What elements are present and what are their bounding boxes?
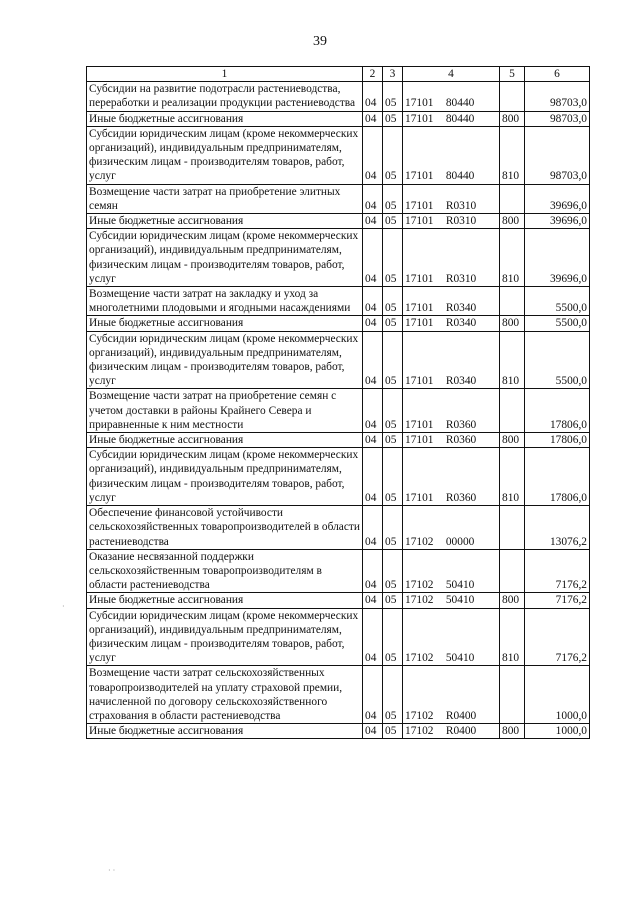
row-section: 04 — [363, 608, 383, 666]
target-article-part-a: 17101 — [405, 272, 434, 285]
row-target-article — [403, 666, 500, 724]
row-subsection: 05 — [383, 506, 403, 550]
target-article-part-b: 80440 — [445, 170, 475, 183]
table-row — [87, 316, 590, 331]
row-name: Субсидии юридическим лицам (кроме некоммерческих организаций), индивидуальным предпринимателям, физическим лицам - производителям товаров, работ, услуг — [87, 331, 363, 389]
row-name: Субсидии на развитие подотрасли растениеводства, переработки и реализации продукции растениеводства — [87, 82, 363, 111]
row-subsection: 05 — [383, 287, 403, 316]
row-subsection: 05 — [383, 82, 403, 111]
row-subsection: 05 — [383, 666, 403, 724]
table-row — [87, 549, 590, 593]
row-name: Возмещение части затрат сельскохозяйственных товаропроизводителей на уплату страховой премии, начисленной по договору сельскохозяйственного страхования в области растениеводства — [87, 666, 363, 724]
table-header-row — [87, 67, 590, 82]
table-row — [87, 608, 590, 666]
row-expense-type: 810 — [500, 331, 525, 389]
row-section: 04 — [363, 229, 383, 287]
row-expense-type: 800 — [500, 593, 525, 608]
scan-speck: · — [62, 602, 65, 611]
row-subsection: 05 — [383, 433, 403, 448]
row-target-article — [403, 126, 500, 184]
target-article-part-a: 17101 — [405, 170, 434, 183]
row-subsection: 05 — [383, 448, 403, 506]
row-target-article — [403, 214, 500, 229]
row-subsection: 05 — [383, 126, 403, 184]
column-header: 1 — [87, 67, 363, 82]
target-article-part-b: 50410 — [445, 652, 475, 665]
row-name: Субсидии юридическим лицам (кроме некоммерческих организаций), индивидуальным предпринимателям, физическим лицам - производителям товаров, работ, услуг — [87, 608, 363, 666]
row-amount: 1000,0 — [525, 724, 590, 739]
table-row — [87, 229, 590, 287]
target-article-part-b: 00000 — [445, 535, 475, 548]
row-amount: 7176,2 — [525, 549, 590, 593]
row-amount: 7176,2 — [525, 593, 590, 608]
row-amount: 98703,0 — [525, 111, 590, 126]
row-section: 04 — [363, 724, 383, 739]
row-subsection: 05 — [383, 184, 403, 213]
row-section: 04 — [363, 126, 383, 184]
scan-speck: · · — [108, 866, 116, 875]
target-article-part-a: 17102 — [405, 594, 434, 607]
target-article-part-a: 17101 — [405, 317, 434, 330]
row-amount: 5500,0 — [525, 316, 590, 331]
row-name: Оказание несвязанной поддержки сельскохозяйственным товаропроизводителям в области растениеводства — [87, 549, 363, 593]
row-section: 04 — [363, 184, 383, 213]
target-article-part-a: 17102 — [405, 652, 434, 665]
target-article-part-b: R0400 — [445, 709, 477, 722]
row-amount: 17806,0 — [525, 433, 590, 448]
page-number: 39 — [313, 34, 327, 49]
target-article-part-b: R0310 — [445, 272, 477, 285]
row-amount: 13076,2 — [525, 506, 590, 550]
column-header: 4 — [403, 67, 500, 82]
target-article-part-a: 17101 — [405, 418, 434, 431]
row-expense-type: 810 — [500, 448, 525, 506]
row-target-article — [403, 111, 500, 126]
target-article-part-b: R0310 — [445, 199, 477, 212]
row-subsection: 05 — [383, 229, 403, 287]
target-article-part-b: R0310 — [445, 215, 477, 228]
row-name: Иные бюджетные ассигнования — [87, 724, 363, 739]
target-article-part-a: 17101 — [405, 375, 434, 388]
target-article-part-b: 50410 — [445, 594, 475, 607]
row-subsection: 05 — [383, 111, 403, 126]
row-name: Иные бюджетные ассигнования — [87, 214, 363, 229]
target-article-part-a: 17101 — [405, 199, 434, 212]
column-header: 6 — [525, 67, 590, 82]
table-row — [87, 184, 590, 213]
row-target-article — [403, 287, 500, 316]
target-article-part-a: 17102 — [405, 535, 434, 548]
row-amount: 5500,0 — [525, 287, 590, 316]
table-row — [87, 126, 590, 184]
column-header: 5 — [500, 67, 525, 82]
row-name: Возмещение части затрат на закладку и уход за многолетними плодовыми и ягодными насаждениями — [87, 287, 363, 316]
row-expense-type: 800 — [500, 433, 525, 448]
row-name: Иные бюджетные ассигнования — [87, 433, 363, 448]
row-expense-type — [500, 82, 525, 111]
row-subsection: 05 — [383, 316, 403, 331]
target-article-part-b: 50410 — [445, 579, 475, 592]
row-section: 04 — [363, 316, 383, 331]
row-target-article — [403, 331, 500, 389]
row-amount: 98703,0 — [525, 82, 590, 111]
target-article-part-b: R0360 — [445, 491, 477, 504]
row-subsection: 05 — [383, 331, 403, 389]
table-body — [87, 67, 590, 739]
row-amount: 5500,0 — [525, 331, 590, 389]
row-target-article — [403, 82, 500, 111]
table-row — [87, 331, 590, 389]
row-section: 04 — [363, 82, 383, 111]
row-amount: 98703,0 — [525, 126, 590, 184]
row-expense-type — [500, 389, 525, 433]
row-expense-type: 800 — [500, 724, 525, 739]
row-name: Иные бюджетные ассигнования — [87, 593, 363, 608]
row-amount: 39696,0 — [525, 229, 590, 287]
row-amount: 17806,0 — [525, 448, 590, 506]
row-amount: 1000,0 — [525, 666, 590, 724]
target-article-part-b: R0340 — [445, 302, 477, 315]
row-target-article — [403, 448, 500, 506]
target-article-part-b: R0340 — [445, 317, 477, 330]
target-article-part-a: 17102 — [405, 579, 434, 592]
row-amount: 7176,2 — [525, 608, 590, 666]
row-subsection: 05 — [383, 549, 403, 593]
row-expense-type — [500, 506, 525, 550]
row-name: Иные бюджетные ассигнования — [87, 111, 363, 126]
row-section: 04 — [363, 549, 383, 593]
budget-table — [86, 66, 590, 739]
row-expense-type: 810 — [500, 126, 525, 184]
column-header: 3 — [383, 67, 403, 82]
table-row — [87, 666, 590, 724]
row-section: 04 — [363, 389, 383, 433]
row-section: 04 — [363, 214, 383, 229]
row-expense-type — [500, 184, 525, 213]
row-expense-type: 810 — [500, 608, 525, 666]
row-subsection: 05 — [383, 608, 403, 666]
table-row — [87, 448, 590, 506]
table-row — [87, 287, 590, 316]
target-article-part-a: 17101 — [405, 302, 434, 315]
table-row — [87, 111, 590, 126]
row-target-article — [403, 549, 500, 593]
target-article-part-b: R0360 — [445, 418, 477, 431]
target-article-part-a: 17101 — [405, 215, 434, 228]
column-header: 2 — [363, 67, 383, 82]
row-section: 04 — [363, 287, 383, 316]
row-expense-type: 800 — [500, 214, 525, 229]
row-expense-type — [500, 287, 525, 316]
row-name: Субсидии юридическим лицам (кроме некоммерческих организаций), индивидуальным предпринимателям, физическим лицам - производителям товаров, работ, услуг — [87, 229, 363, 287]
row-amount: 17806,0 — [525, 389, 590, 433]
row-section: 04 — [363, 433, 383, 448]
table-row — [87, 214, 590, 229]
row-section: 04 — [363, 666, 383, 724]
row-section: 04 — [363, 593, 383, 608]
row-expense-type: 810 — [500, 229, 525, 287]
row-name: Обеспечение финансовой устойчивости сельскохозяйственных товаропроизводителей в области растениеводства — [87, 506, 363, 550]
target-article-part-b: R0400 — [445, 725, 477, 738]
table-row — [87, 82, 590, 111]
target-article-part-b: R0360 — [445, 434, 477, 447]
row-subsection: 05 — [383, 389, 403, 433]
table-row — [87, 433, 590, 448]
row-name: Субсидии юридическим лицам (кроме некоммерческих организаций), индивидуальным предпринимателям, физическим лицам - производителям товаров, работ, услуг — [87, 126, 363, 184]
table-row — [87, 389, 590, 433]
row-amount: 39696,0 — [525, 214, 590, 229]
target-article-part-a: 17101 — [405, 112, 434, 125]
row-name: Иные бюджетные ассигнования — [87, 316, 363, 331]
row-subsection: 05 — [383, 214, 403, 229]
row-expense-type — [500, 549, 525, 593]
table-row — [87, 724, 590, 739]
table-row — [87, 506, 590, 550]
row-name: Возмещение части затрат на приобретение элитных семян — [87, 184, 363, 213]
row-expense-type: 800 — [500, 316, 525, 331]
target-article-part-a: 17102 — [405, 709, 434, 722]
row-name: Возмещение части затрат на приобретение семян с учетом доставки в районы Крайнего Севера и приравненные к ним местности — [87, 389, 363, 433]
row-section: 04 — [363, 448, 383, 506]
table-row — [87, 593, 590, 608]
target-article-part-b: 80440 — [445, 97, 475, 110]
row-target-article — [403, 608, 500, 666]
row-subsection: 05 — [383, 593, 403, 608]
row-section: 04 — [363, 111, 383, 126]
target-article-part-b: 80440 — [445, 112, 475, 125]
row-target-article — [403, 184, 500, 213]
row-target-article — [403, 389, 500, 433]
target-article-part-b: R0340 — [445, 375, 477, 388]
row-target-article — [403, 724, 500, 739]
row-subsection: 05 — [383, 724, 403, 739]
row-amount: 39696,0 — [525, 184, 590, 213]
row-target-article — [403, 506, 500, 550]
row-expense-type: 800 — [500, 111, 525, 126]
target-article-part-a: 17101 — [405, 491, 434, 504]
row-section: 04 — [363, 506, 383, 550]
row-target-article — [403, 316, 500, 331]
target-article-part-a: 17101 — [405, 97, 434, 110]
row-expense-type — [500, 666, 525, 724]
row-target-article — [403, 433, 500, 448]
row-section: 04 — [363, 331, 383, 389]
target-article-part-a: 17102 — [405, 725, 434, 738]
row-name: Субсидии юридическим лицам (кроме некоммерческих организаций), индивидуальным предпринимателям, физическим лицам - производителям товаров, работ, услуг — [87, 448, 363, 506]
row-target-article — [403, 229, 500, 287]
row-target-article — [403, 593, 500, 608]
target-article-part-a: 17101 — [405, 434, 434, 447]
